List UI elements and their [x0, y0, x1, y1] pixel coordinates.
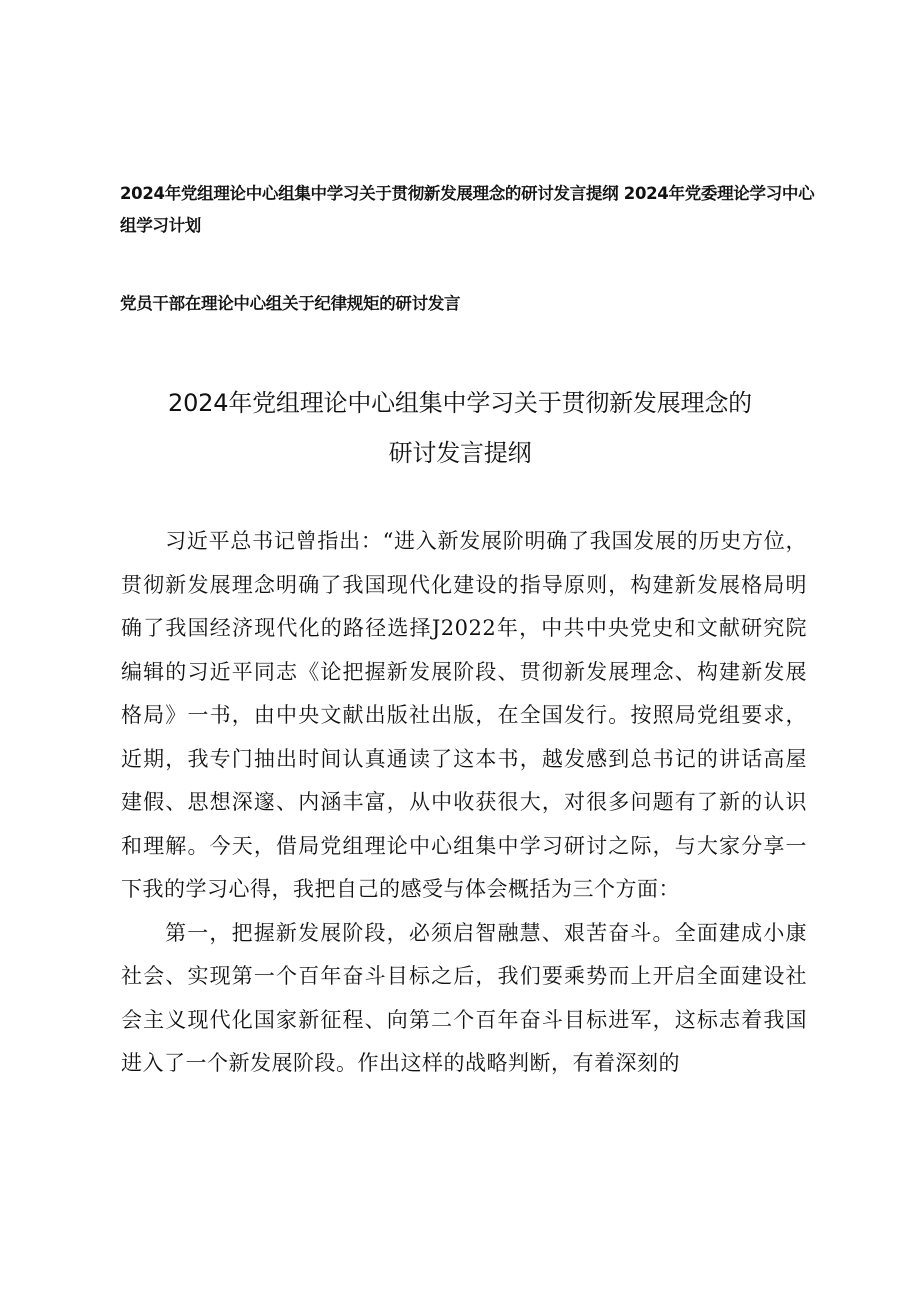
paragraph: 习近平总书记曾指出：“进入新发展阶明确了我国发展的历史方位，贯彻新发展理念明确了我国现代化建设的指导原则，构建新发展格局明确了我国经济现代化的路径选择J2022年，中共中央党史和文献研究院编辑的习近平同志《论把握新发展阶段、贯彻新发展理念、构建新发展格局》一书，由中央文献出版社出版，在全国发行。按照局党组要求，近期，我专门抽出时间认真通读了这本书，越发感到总书记的讲话高屋建假、思想深邃、内涵丰富，从中收获很大，对很多问题有了新的认识和理解。今天，借局党组理论中心组集中学习研讨之际，与大家分享一下我的学习心得，我把自己的感受与体会概括为三个方面：	[121, 529, 807, 901]
toc-entry-2[interactable]: 党员干部在理论中心组关于纪律规矩的研讨发言	[120, 294, 461, 313]
paragraph: 第一，把握新发展阶段，必须启智融慧、艰苦奋斗。全面建成小康社会、实现第一个百年奋斗目标之后，我们要乘势而上开启全面建设社会主义现代化国家新征程、向第二个百年奋斗目标进军，这标志着我国进入了一个新发展阶段。作出这样的战略判断，有着深刻的	[121, 920, 807, 1075]
title-line-1: 2024年党组理论中心组集中学习关于贯彻新发展理念的	[168, 389, 752, 417]
document-title	[60, 378, 860, 478]
document-body	[121, 520, 807, 1086]
title-line-2: 研讨发言提纲	[388, 439, 532, 467]
toc-entry-1[interactable]: 2024年党组理论中心组集中学习关于贯彻新发展理念的研讨发言提纲 2024年党委理论学习中心组学习计划	[120, 184, 815, 235]
